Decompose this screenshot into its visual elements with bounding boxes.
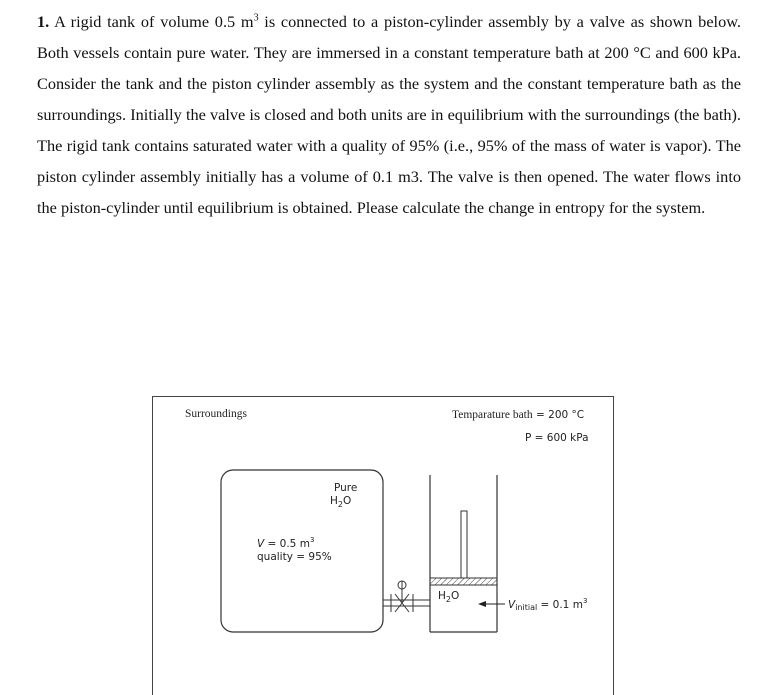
problem-statement <box>37 6 741 223</box>
problem-number: 1. <box>37 12 50 31</box>
piston-rod <box>461 511 467 578</box>
diagram-svg <box>153 397 613 695</box>
surroundings-label: Surroundings <box>185 408 247 420</box>
piston <box>430 578 497 585</box>
initial-volume-label: Vinitial = 0.1 $m^3$ <box>508 597 588 612</box>
problem-text-2: is connected to a piston-cylinder assembly by a valve as shown below. Both vessels contain pure water. They are immersed in a constant temperature bath at 200 °C and 600 kPa. Consider the tank and the piston cylinder assembly as the system and the constant temperature bath as the surroundings. Initially the valve is closed and both units are in equilibrium with the surroundings (the bath). The rigid tank contains saturated water with a quality of 95% (i.e., 95% of the mass of water is vapor). The piston cylinder assembly initially has a volume of 0.1 m3. The valve is then opened. The water flows into the piston-cylinder until equilibrium is obtained. Please calculate the change in entropy for the system. <box>37 12 741 217</box>
initial-volume-arrow <box>478 601 505 607</box>
cylinder-h2o-label: $H_2O$ <box>438 590 460 604</box>
tank-pure-label: Pure <box>334 482 358 494</box>
problem-volume-exponent: 3 <box>253 12 259 24</box>
tank-h2o-label: $H_2O$ <box>330 495 352 509</box>
temperature-bath-value: = 200 °C <box>536 409 585 421</box>
tank-quality-label: quality = 95% <box>257 551 332 563</box>
system-diagram <box>152 396 614 695</box>
valve <box>391 581 413 612</box>
problem-text-1: A rigid tank of volume 0.5 m <box>54 12 254 31</box>
temperature-bath-label: Temparature bath <box>452 409 533 421</box>
tank-volume-label: V = 0.5 $m^3$ <box>257 536 315 550</box>
pressure-label: P = 600 kPa <box>525 432 589 444</box>
